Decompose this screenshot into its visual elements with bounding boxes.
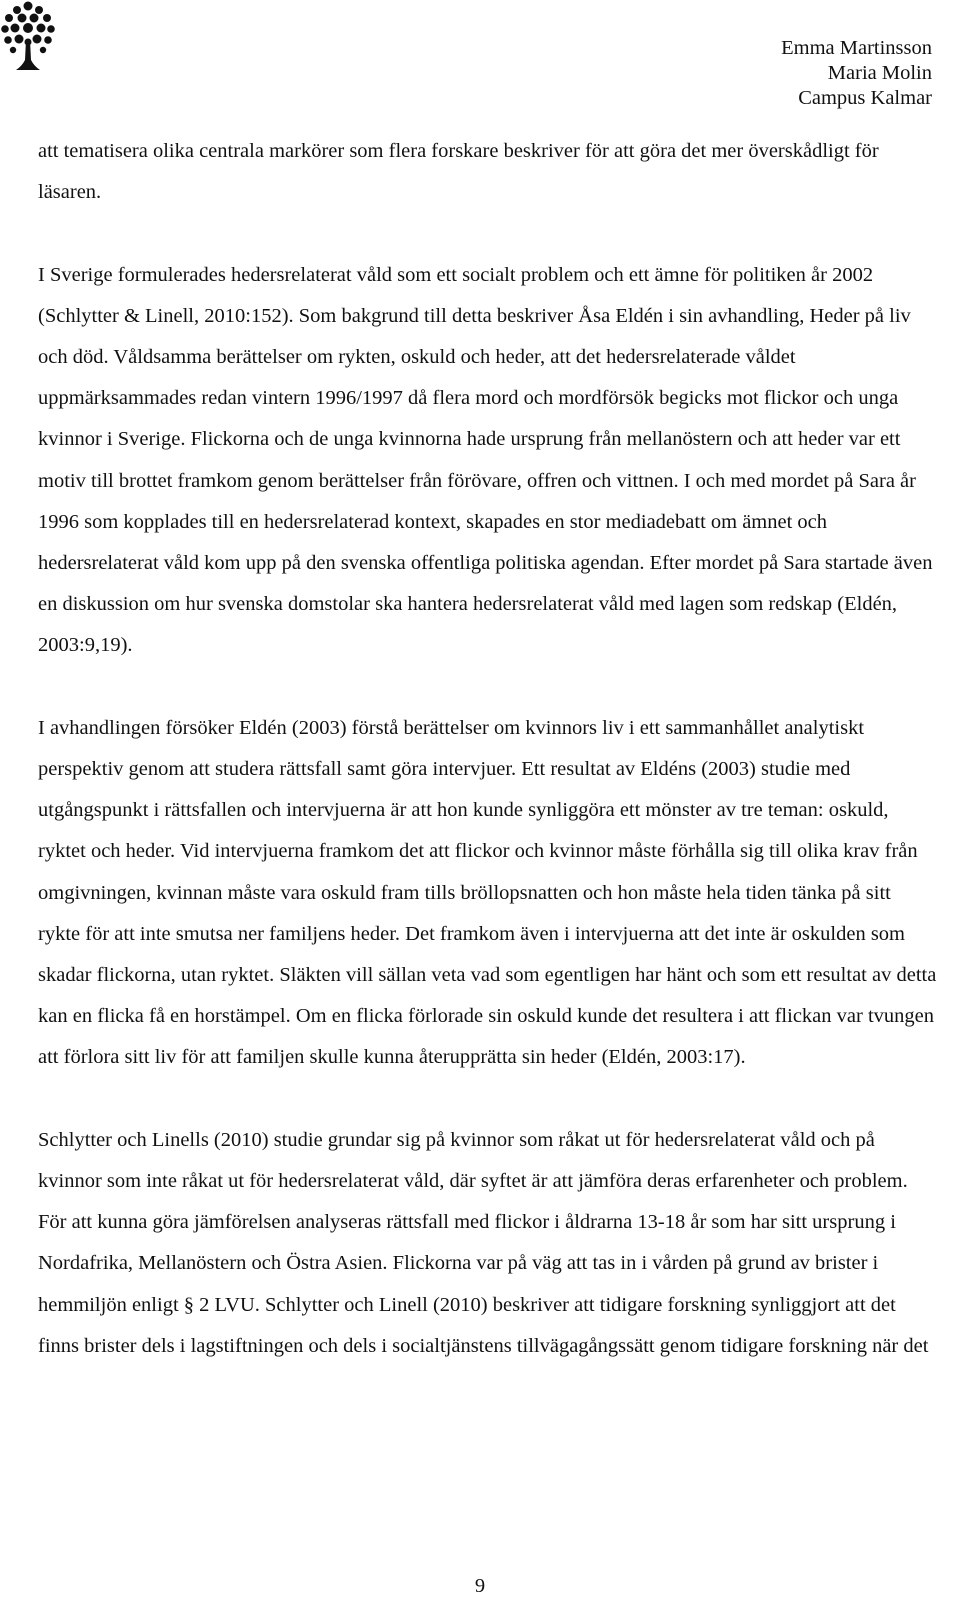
campus-name: Campus Kalmar bbox=[798, 87, 932, 109]
page-header bbox=[781, 36, 932, 111]
author-name: Emma Martinsson bbox=[781, 37, 932, 59]
page-number: 9 bbox=[474, 1575, 486, 1597]
paragraph: I Sverige formulerades hedersrelaterat våld som ett socialt problem och ett ämne för politiken år 2002 (Schlytter & Linell, 2010:152). Som bakgrund till detta beskriver Åsa Eldén i sin avhandling, Heder på liv och död. Våldsamma berättelser om rykten, oskuld och heder, att det hedersrelaterade våldet uppmärksammades redan vintern 1996/1997 då flera mord och mordförsök begicks mot flickor och unga kvinnor i Sverige. Flickorna och de unga kvinnorna hade ursprung från mellanöstern och att heder var ett motiv till brottet framkom genom berättelser från förövare, offren och vittnen. I och med mordet på Sara år 1996 som kopplades till en hedersrelaterad kontext, skapades en stor mediadebatt om ämnet och hedersrelaterat våld kom upp på den svenska offentliga politiska agendan. Efter mordet på Sara startade även en diskussion om hur svenska domstolar ska hantera hedersrelaterat våld med lagen som redskap (Eldén, 2003:9,19). bbox=[38, 263, 933, 657]
body-text bbox=[38, 131, 938, 1367]
author-name: Maria Molin bbox=[827, 62, 932, 84]
paragraph: att tematisera olika centrala markörer som flera forskare beskriver för att göra det mer överskådligt för läsaren. bbox=[38, 140, 879, 204]
paragraph: Schlytter och Linells (2010) studie grundar sig på kvinnor som råkat ut för hedersrelaterat våld och på kvinnor som inte råkat ut för hedersrelaterat våld, där syftet är att jämföra deras erfarenheter och problem. För att kunna göra jämförelsen analyseras rättsfall med flickor i åldrarna 13-18 år som har sitt ursprung i Nordafrika, Mellanöstern och Östra Asien. Flickorna var på väg att tas in i vården på grund av brister i hemmiljön enligt § 2 LVU. Schlytter och Linell (2010) beskriver att tidigare forskning synliggjort att det finns brister dels i lagstiftningen och dels i socialtjänstens tillvägagångssätt genom tidigare forskning när det bbox=[38, 1128, 929, 1357]
paragraph: I avhandlingen försöker Eldén (2003) förstå berättelser om kvinnors liv i ett sammanhållet analytiskt perspektiv genom att studera rättsfall samt göra intervjuer. Ett resultat av Eldéns (2003) studie med utgångspunkt i rättsfallen och intervjuerna är att hon kunde synliggöra ett mönster av tre teman: oskuld, ryktet och heder. Vid intervjuerna framkom det att flickor och kvinnor måste förhålla sig till olika krav från omgivningen, kvinnan måste vara oskuld fram tills bröllopsnatten och hon måste hela tiden tänka på sitt rykte för att inte smutsa ner familjens heder. Det framkom även i intervjuerna att det inte är oskulden som skadar flickorna, utan ryktet. Släkten vill sällan veta vad som egentligen har hänt och som ett resultat av detta kan en flicka få en horstämpel. Om en flicka förlorade sin oskuld kunde det resultera i att flickan var tvungen att förlora sitt liv för att familjen skulle kunna återupprätta sin heder (Eldén, 2003:17). bbox=[38, 716, 937, 1069]
tree-logo-icon bbox=[0, 0, 56, 74]
